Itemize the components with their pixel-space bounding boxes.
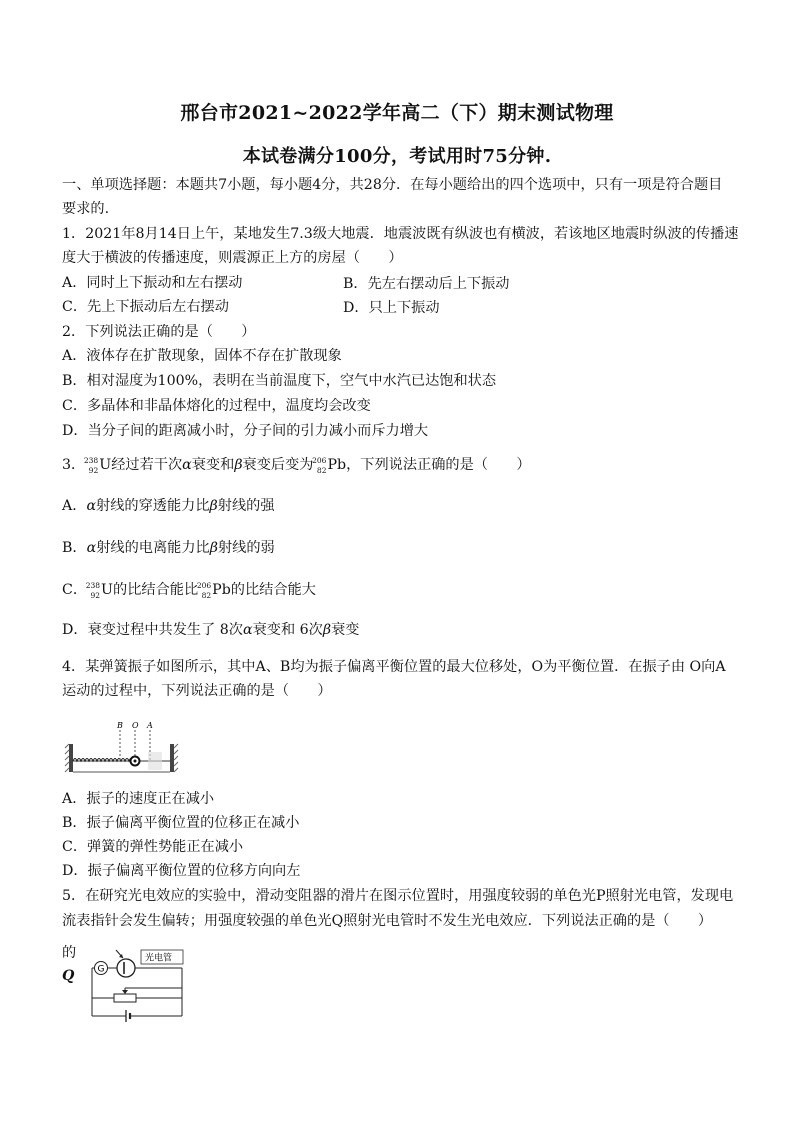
left-wall-hatch xyxy=(65,744,69,772)
alpha-symbol: α xyxy=(182,457,192,473)
pb-mass-number: 206 xyxy=(196,581,212,590)
uranium-nuclide xyxy=(85,455,99,475)
phototube-label: 光电管 xyxy=(145,953,173,964)
label-a: A xyxy=(147,721,153,730)
q1-option-d: D．只上下振动 xyxy=(343,300,440,316)
q3-a-mid: 射线的穿透能力比 xyxy=(96,498,210,514)
spring-oscillator-figure xyxy=(62,716,180,778)
q1-stem-line2: 度大于横波的传播速度，则震源正上方的房屋（ ） xyxy=(62,250,403,266)
q3-c-label: C． xyxy=(62,582,88,598)
q3-c-post: 的比结合能大 xyxy=(230,582,316,598)
q5-stem-line1: 5．在研究光电效应的实验中，滑动变阻器的滑片在图示位置时，用强度较弱的单色光P照射光电管，发现电 xyxy=(62,888,734,904)
q3-c-mid: 的比结合能比 xyxy=(113,582,199,598)
pb-mass-number: 206 xyxy=(312,456,327,465)
q3-a-post: 射线的强 xyxy=(217,498,275,514)
q2-option-c: C．多晶体和非晶体熔化的过程中，温度均会改变 xyxy=(62,398,371,414)
left-wall xyxy=(69,744,73,772)
q3-a-label: A． xyxy=(62,498,87,514)
q3-d-mid: 衰变和 6次 xyxy=(252,622,323,638)
u-atomic-number: 92 xyxy=(88,466,99,475)
right-wall-hatch xyxy=(174,744,178,772)
u-symbol: U xyxy=(99,457,112,473)
slider-arrow xyxy=(122,990,128,994)
ghost-shading xyxy=(148,752,162,770)
q3-option-a xyxy=(62,496,275,516)
q4-option-d: D．振子偏离平衡位置的位移方向向左 xyxy=(62,863,301,879)
label-b: B xyxy=(117,721,123,730)
exam-title: 邢台市2021~2022学年高二（下）期末测试物理 xyxy=(180,102,614,124)
beta-symbol: β xyxy=(322,622,332,638)
q4-option-c: C．弹簧的弹性势能正在减小 xyxy=(62,839,244,855)
q4-stem-line1: 4．某弹簧振子如图所示，其中A、B均为振子偏离平衡位置的最大位移处，O为平衡位置．在振子由 O向A xyxy=(62,659,726,675)
right-wall xyxy=(170,744,174,772)
q3-option-d xyxy=(62,620,359,640)
exam-subtitle: 本试卷满分100分，考试用时75分钟. xyxy=(242,146,552,167)
q3-d-post: 衰变 xyxy=(331,622,360,638)
label-o: O xyxy=(132,721,139,730)
q3-b-post: 射线的弱 xyxy=(217,540,275,556)
section-heading-line2: 要求的. xyxy=(62,201,110,217)
q1-stem-line1: 1．2021年8月14日上午，某地发生7.3级大地震．地震波既有纵波也有横波，若该地区地震时纵波的传播速 xyxy=(62,226,739,242)
alpha-symbol: α xyxy=(242,622,253,638)
q3-stem-a: 经过若干次 xyxy=(111,457,183,473)
q2-stem: 2．下列说法正确的是（ ） xyxy=(62,324,256,340)
ball-center xyxy=(134,760,137,763)
q5-fragment-de: 的 xyxy=(62,945,77,961)
q3-stem-b: 衰变和 xyxy=(191,457,235,473)
lead-nuclide xyxy=(313,455,327,475)
q2-option-b: B．相对湿度为100%，表明在当前温度下，空气中水汽已达饱和状态 xyxy=(62,373,497,389)
phototube-icon xyxy=(117,959,135,977)
rheostat-icon xyxy=(114,994,136,1002)
section-heading-line1: 一、单项选择题：本题共7小题，每小题4分，共28分．在每小题给出的四个选项中，只有一项是符合题目 xyxy=(62,177,723,193)
q2-option-d: D．当分子间的距离减小时，分子间的引力减小而斥力增大 xyxy=(62,423,429,439)
q1-option-b: B．先左右摆动后上下振动 xyxy=(343,276,510,292)
q3-d-pre: D．衰变过程中共发生了 8次 xyxy=(62,622,243,638)
uranium-nuclide xyxy=(87,580,101,600)
q4-stem-line2: 运动的过程中，下列说法正确的是（ ） xyxy=(62,683,332,699)
beta-symbol: β xyxy=(209,498,218,514)
lead-nuclide xyxy=(198,580,212,600)
u-atomic-number: 92 xyxy=(90,591,101,600)
alpha-symbol: α xyxy=(86,498,97,514)
q3-option-c xyxy=(62,580,316,600)
q1-option-c: C．先上下振动后左右摆动 xyxy=(62,299,229,315)
spring-oscillator-diagram xyxy=(62,716,180,778)
u-mass-number: 238 xyxy=(85,581,101,590)
q5-fragment-q: Q xyxy=(62,968,75,984)
pb-atomic-number: 82 xyxy=(316,466,327,475)
u-symbol: U xyxy=(101,582,114,598)
q3-stem xyxy=(62,455,531,475)
u-mass-number: 238 xyxy=(83,456,99,465)
pb-atomic-number: 82 xyxy=(201,591,212,600)
pb-symbol: Pb xyxy=(327,457,347,473)
q5-stem-line2: 流表指针会发生偏转；用强度较强的单色光Q照射光电管时不发生光电效应．下列说法正确的是（ ） xyxy=(62,913,713,929)
q3-b-mid: 射线的电离能力比 xyxy=(96,540,210,556)
galvanometer-label: G xyxy=(97,964,105,975)
pb-symbol: Pb xyxy=(212,582,231,598)
q3-option-b xyxy=(62,538,275,558)
alpha-symbol: α xyxy=(86,540,97,556)
q4-option-b: B．振子偏离平衡位置的位移正在减小 xyxy=(62,815,300,831)
photoelectric-circuit-diagram xyxy=(86,944,190,1030)
q4-option-a: A．振子的速度正在减小 xyxy=(62,791,215,807)
q1-option-a: A．同时上下振动和左右摆动 xyxy=(62,275,243,291)
beta-symbol: β xyxy=(234,457,243,473)
q2-option-a: A．液体存在扩散现象，固体不存在扩散现象 xyxy=(62,348,342,364)
q3-b-label: B． xyxy=(62,540,87,556)
q3-stem-c: 衰变后变为 xyxy=(242,457,314,473)
photoelectric-circuit-figure xyxy=(86,944,190,1030)
beta-symbol: β xyxy=(209,540,218,556)
q3-number: 3． xyxy=(62,457,86,473)
q3-stem-d: ，下列说法正确的是（ ） xyxy=(346,457,531,473)
